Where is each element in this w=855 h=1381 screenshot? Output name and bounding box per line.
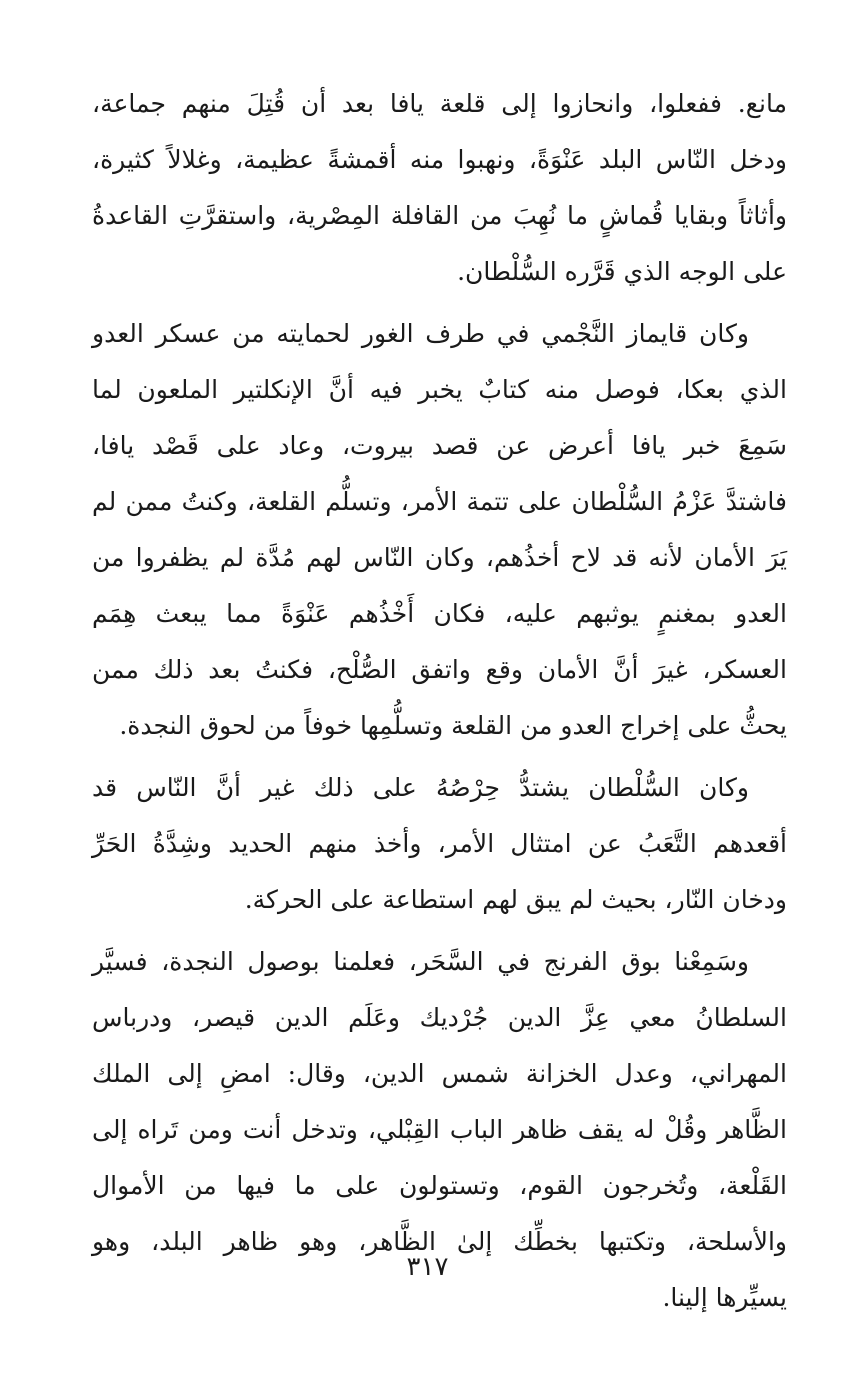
paragraph-1	[92, 76, 787, 300]
text-line: فاشتدَّ عَزْمُ السُّلْطان على تتمة الأمر، وتسلُّم القلعة، وكنتُ ممن لم	[92, 487, 787, 516]
text-line: وسَمِعْنا بوق الفرنج في السَّحَر، فعلمنا بوصول النجدة، فسيَّر	[92, 947, 749, 976]
text-line: وأثاثاً وبقايا قُماشٍ ما نُهِبَ من القافلة المِصْرية، واستقرَّتِ القاعدةُ	[92, 201, 787, 230]
text-line: المهراني، وعدل الخزانة شمس الدين، وقال: امضِ إلى الملك	[92, 1059, 787, 1088]
page-number: ٣١٧	[406, 1252, 449, 1282]
text-line: القَلْعة، وتُخرجون القوم، وتستولون على ما فيها من الأموال	[92, 1171, 787, 1200]
text-line: والأسلحة، وتكتبها بخطِّك إلىٰ الظَّاهر، وهو ظاهر البلد، وهو	[92, 1227, 787, 1256]
paragraph-3	[92, 760, 787, 928]
text-line: وكان قايماز النَّجْمي في طرف الغور لحمايته من عسكر العدو	[92, 319, 749, 348]
text-line: الظَّاهر وقُلْ له يقف ظاهر الباب القِبْلي، وتدخل أنت ومن تَراه إلى	[92, 1115, 787, 1144]
text-line: يسيِّرها إلينا.	[662, 1283, 787, 1312]
text-line: السلطانُ معي عِزَّ الدين جُرْديك وعَلَم الدين قيصر، ودرباس	[92, 1003, 787, 1032]
text-line: ودخل النّاس البلد عَنْوَةً، ونهبوا منه أقمشةً عظيمة، وغلالاً كثيرة،	[92, 145, 787, 174]
text-line: ودخان النّار، بحيث لم يبق لهم استطاعة على الحركة.	[244, 885, 787, 914]
paragraph-2	[92, 306, 787, 754]
text-line: وكان السُّلْطان يشتدُّ حِرْصُهُ على ذلك غير أنَّ النّاس قد	[92, 773, 749, 802]
text-line: سَمِعَ خبر يافا أعرض عن قصد بيروت، وعاد على قَصْد يافا،	[92, 431, 787, 460]
text-line: مانع. ففعلوا، وانحازوا إلى قلعة يافا بعد أن قُتِلَ منهم جماعة،	[92, 89, 787, 118]
text-line: يَرَ الأمان لأنه قد لاح أخذُهم، وكان النّاس لهم مُدَّة لم يظفروا من	[92, 543, 787, 572]
text-line: أقعدهم التَّعَبُ عن امتثال الأمر، وأخذ منهم الحديد وشِدَّةُ الحَرِّ	[92, 829, 787, 858]
text-line: يحثُّ على إخراج العدو من القلعة وتسلُّمِها خوفاً من لحوق النجدة.	[119, 711, 787, 740]
text-line: على الوجه الذي قَرَّره السُّلْطان.	[457, 257, 787, 286]
text-line: العدو بمغنمٍ يوثبهم عليه، فكان أَخْذُهم عَنْوَةً مما يبعث هِمَم	[92, 599, 787, 628]
text-line: الذي بعكا، فوصل منه كتابٌ يخبر فيه أنَّ الإنكلتير الملعون لما	[92, 375, 787, 404]
text-line: العسكر، غيرَ أنَّ الأمان وقع واتفق الصُّلْح، فكنتُ بعد ذلك ممن	[92, 655, 787, 684]
body-text	[92, 76, 787, 1326]
